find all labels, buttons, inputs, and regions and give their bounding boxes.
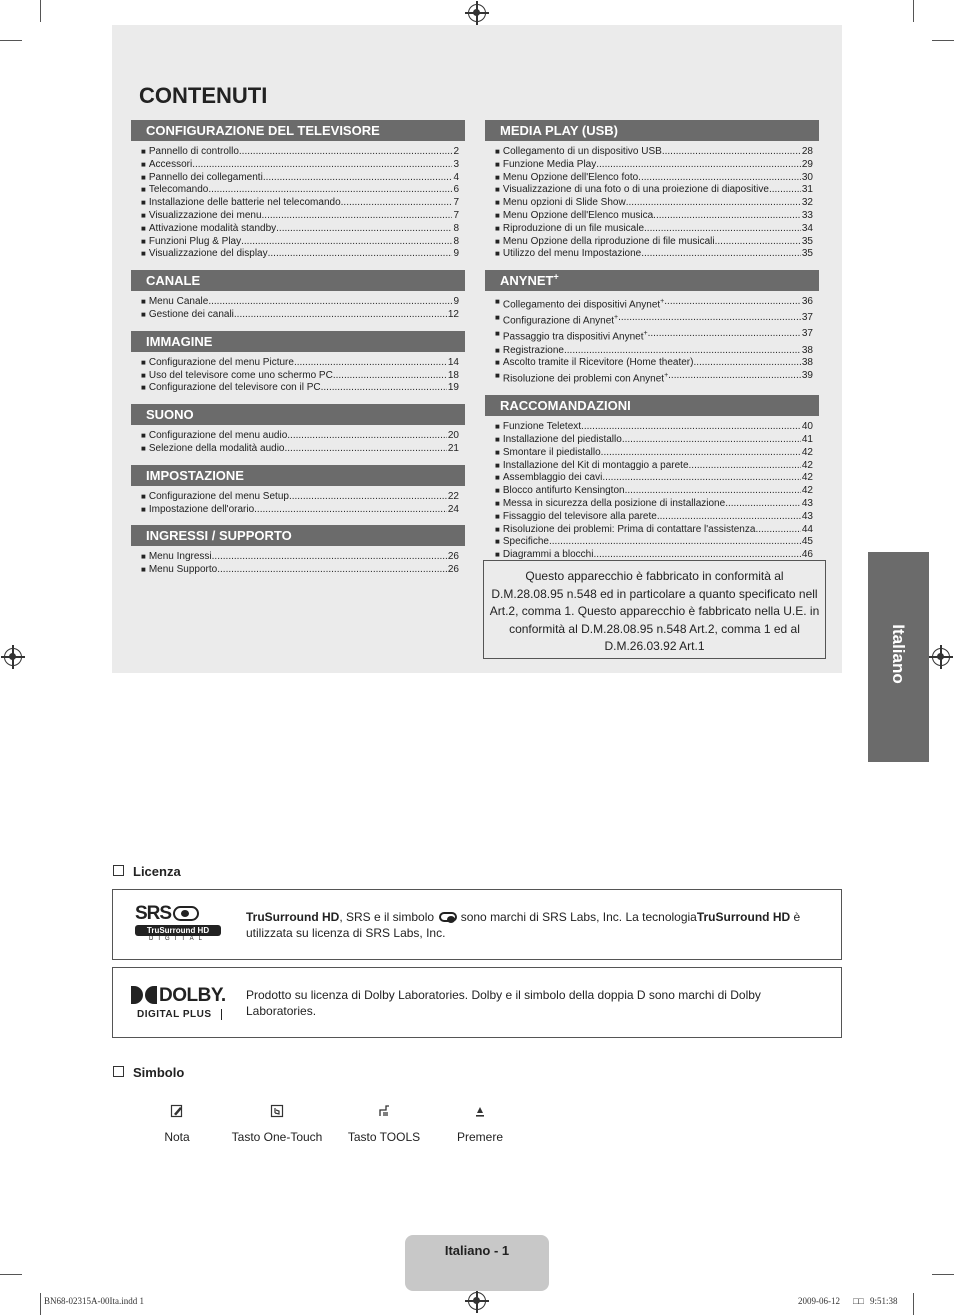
- toc-entry-page: 26: [447, 551, 459, 563]
- toc-left-column: [131, 120, 465, 586]
- toc-entry-label: Funzione Teletext: [502, 421, 582, 433]
- toc-entry-page: 41: [801, 434, 813, 446]
- toc-entry[interactable]: [131, 184, 465, 197]
- toc-entry-page: 44: [801, 523, 813, 535]
- square-bullet-icon: ■: [495, 236, 500, 246]
- square-bullet-icon: ■: [141, 383, 146, 393]
- toc-entry-page: 39: [801, 370, 813, 382]
- toc-entry-page: 9: [453, 296, 459, 308]
- toc-entry[interactable]: [485, 328, 819, 344]
- toc-entry-label: Messa in sicurezza della posizione di installazione: [502, 498, 726, 510]
- toc-entry[interactable]: [485, 485, 819, 498]
- symbol-tools-label: Tasto TOOLS: [347, 1130, 421, 1144]
- dolby-logo-sub: DIGITAL PLUS: [131, 1009, 222, 1020]
- toc-entry-label: Menu Opzione della riproduzione di file musicali: [502, 235, 715, 247]
- licenza-heading-text: Licenza: [133, 864, 181, 879]
- note-icon: [170, 1104, 184, 1118]
- toc-entry[interactable]: [131, 223, 465, 236]
- square-bullet-icon: ■: [141, 565, 146, 575]
- square-bullet-icon: ■: [141, 172, 146, 182]
- square-bullet-icon: ■: [141, 249, 146, 259]
- toc-entry[interactable]: [485, 172, 819, 185]
- toc-entry-label: Passaggio tra dispositivi Anynet+: [502, 330, 648, 343]
- toc-entry[interactable]: [131, 382, 465, 395]
- toc-entry-page: 28: [801, 146, 813, 157]
- toc-entry[interactable]: [131, 248, 465, 261]
- square-bullet-icon: ■: [495, 249, 500, 259]
- dot-leader: [626, 197, 801, 210]
- toc-entry[interactable]: [485, 511, 819, 524]
- toc-entry-label: Configurazione del menu Setup: [148, 490, 289, 502]
- toc-entry-label: Visualizzazione di una foto o di una proiezione di diapositive: [502, 184, 769, 196]
- toc-entry-page: 9: [453, 248, 459, 260]
- toc-entry[interactable]: [485, 345, 819, 358]
- toc-entry-label: Fissaggio del televisore alla parete: [502, 510, 657, 522]
- toc-entry-page: 3: [453, 158, 459, 170]
- square-bullet-icon: ■: [495, 223, 500, 233]
- registration-mark-left: [4, 648, 22, 666]
- square-bullet-icon: ■: [495, 172, 500, 182]
- toc-entry-page: 31: [801, 184, 813, 196]
- toc-entry-label: Registrazione: [502, 344, 564, 356]
- toc-section: [485, 270, 819, 386]
- toc-entry-label: Telecomando: [148, 184, 209, 196]
- square-bullet-icon: ■: [495, 447, 500, 457]
- dot-leader: [693, 357, 800, 370]
- square-bullet-icon: ■: [141, 198, 146, 208]
- toc-entry-label: Impostazione dell'orario: [148, 503, 255, 515]
- toc-entry-page: 7: [453, 209, 459, 221]
- toc-entry-label: Configurazione del televisore con il PC: [148, 382, 321, 394]
- square-bullet-icon: ■: [141, 370, 146, 380]
- toc-entry-label: Configurazione del menu audio: [148, 430, 288, 442]
- dot-leader: [638, 172, 801, 185]
- toc-entry-page: 6: [453, 184, 459, 196]
- page-number: Italiano - 1: [444, 1243, 510, 1258]
- checkbox-icon: [113, 865, 124, 876]
- toc-entry-label: Menu Opzione dell'Elenco foto: [502, 171, 639, 183]
- square-bullet-icon: ■: [495, 185, 500, 195]
- dot-leader: [254, 504, 447, 517]
- square-bullet-icon: ■: [495, 159, 500, 169]
- toc-section-heading: CANALE: [131, 270, 465, 291]
- square-bullet-icon: ■: [141, 552, 146, 562]
- toc-entry[interactable]: [131, 210, 465, 223]
- square-bullet-icon: ■: [495, 329, 500, 339]
- toc-entry-label: Pannello di controllo: [148, 146, 239, 157]
- toc-entry[interactable]: [485, 236, 819, 249]
- press-icon: [473, 1104, 487, 1118]
- toc-section-heading: ANYNET+: [485, 270, 819, 291]
- toc-section: [131, 331, 465, 395]
- square-bullet-icon: ■: [495, 499, 500, 509]
- toc-entry[interactable]: [485, 421, 819, 434]
- dot-leader: [333, 370, 447, 383]
- footer-time: 9:51:38: [870, 1296, 898, 1306]
- toc-entry-label: Diagrammi a blocchi: [502, 549, 594, 561]
- square-bullet-icon: ■: [495, 537, 500, 547]
- toc-section-heading: IMPOSTAZIONE: [131, 465, 465, 486]
- square-bullet-icon: ■: [495, 473, 500, 483]
- toc-entry[interactable]: [131, 370, 465, 383]
- dolby-logo: [131, 985, 227, 1023]
- dot-leader: [239, 146, 453, 159]
- toc-entry[interactable]: [485, 159, 819, 172]
- footer-glyphs: □□: [853, 1296, 864, 1306]
- dot-leader: [648, 328, 801, 344]
- dot-leader: [268, 248, 453, 261]
- toc-entry[interactable]: [131, 357, 465, 370]
- toc-entry[interactable]: [485, 197, 819, 210]
- registration-mark-bottom: [468, 1292, 486, 1310]
- dot-leader: [625, 485, 801, 498]
- square-bullet-icon: ■: [495, 147, 500, 156]
- registration-mark-right: [932, 648, 950, 666]
- toc-entry-page: 26: [447, 564, 459, 576]
- dot-leader: [755, 524, 800, 537]
- dot-leader: [192, 159, 452, 172]
- symbol-premere-label: Premere: [456, 1130, 503, 1144]
- dot-leader: [602, 472, 801, 485]
- toc-entry-label: Specifiche: [502, 536, 549, 548]
- toc-entry[interactable]: [131, 236, 465, 249]
- toc-entry-page: 35: [801, 235, 813, 247]
- square-bullet-icon: ■: [141, 147, 146, 156]
- dot-leader: [581, 421, 801, 434]
- square-bullet-icon: ■: [141, 223, 146, 233]
- square-bullet-icon: ■: [141, 309, 146, 319]
- toc-section: [131, 120, 465, 261]
- toc-entry-page: 33: [801, 209, 813, 221]
- toc-section: [131, 525, 465, 577]
- toc-entry[interactable]: [131, 430, 465, 443]
- square-bullet-icon: ■: [495, 358, 500, 368]
- toc-right-column: [485, 120, 819, 571]
- square-bullet-icon: ■: [495, 422, 500, 432]
- toc-section-heading: RACCOMANDAZIONI: [485, 395, 819, 416]
- toc-entry-label: Menu Ingressi: [148, 551, 212, 563]
- dot-leader: [715, 236, 801, 249]
- symbol-premere: [450, 1104, 510, 1144]
- square-bullet-icon: ■: [141, 443, 146, 453]
- toc-entry-label: Installazione del piedistallo: [502, 434, 622, 446]
- toc-entry-page: 21: [447, 442, 459, 454]
- toc-entry-page: 24: [447, 503, 459, 515]
- toc-entry-page: 35: [801, 248, 813, 260]
- toc-entry-page: 14: [447, 356, 459, 368]
- toc-entry-label: Menu Canale: [148, 296, 209, 308]
- toc-entry[interactable]: [131, 443, 465, 456]
- simbolo-heading: [113, 1065, 184, 1080]
- toc-entry-page: 42: [801, 485, 813, 497]
- toc-entry[interactable]: [485, 312, 819, 328]
- toc-entry-page: 20: [447, 430, 459, 442]
- toc-entry[interactable]: [485, 460, 819, 473]
- dot-leader: [321, 382, 447, 395]
- toc-entry-label: Utilizzo del menu Impostazione: [502, 248, 642, 260]
- toc-entry[interactable]: [131, 172, 465, 185]
- dot-leader: [294, 357, 447, 370]
- toc-entry[interactable]: [131, 551, 465, 564]
- toc-entry-page: 43: [801, 510, 813, 522]
- toc-section: [485, 395, 819, 562]
- square-bullet-icon: ■: [141, 297, 146, 307]
- toc-entry-page: 22: [447, 490, 459, 502]
- srs-inline-symbol-icon: [439, 912, 457, 922]
- symbol-tools: [344, 1104, 424, 1144]
- toc-entry-label: Ascolto tramite il Ricevitore (Home theater): [502, 357, 694, 369]
- toc-entry-label: Blocco antifurto Kensington: [502, 485, 625, 497]
- toc-entry[interactable]: [131, 197, 465, 210]
- toc-entry-page: 40: [801, 421, 813, 433]
- tools-icon: [377, 1104, 391, 1118]
- dot-leader: [287, 430, 447, 443]
- toc-entry-label: Risoluzione dei problemi con Anynet+: [502, 372, 669, 385]
- toc-entry-page: 36: [801, 296, 813, 308]
- toc-entry-page: 38: [801, 344, 813, 356]
- toc-entry[interactable]: [131, 146, 465, 159]
- srs-logo-sub: DIGITAL: [149, 936, 207, 942]
- toc-entry-page: 42: [801, 472, 813, 484]
- toc-entry-label: Visualizzazione dei menu: [148, 209, 262, 221]
- footer-date: 2009-06-12: [798, 1296, 840, 1306]
- toc-section-heading: INGRESSI / SUPPORTO: [131, 525, 465, 546]
- toc-entry-label: Configurazione del menu Picture: [148, 356, 294, 368]
- square-bullet-icon: ■: [495, 371, 500, 381]
- dot-leader: [641, 248, 801, 261]
- toc-section: [131, 404, 465, 456]
- dot-leader: [262, 210, 453, 223]
- dolby-license-box: [112, 967, 842, 1038]
- toc-entry-page: 7: [453, 197, 459, 209]
- square-bullet-icon: ■: [495, 550, 500, 560]
- square-bullet-icon: ■: [141, 504, 146, 514]
- toc-entry-label: Configurazione di Anynet+: [502, 314, 619, 327]
- toc-section: [485, 120, 819, 261]
- square-bullet-icon: ■: [141, 431, 146, 441]
- dot-leader: [234, 309, 447, 322]
- square-bullet-icon: ■: [495, 297, 500, 307]
- toc-entry-label: Funzioni Plug & Play: [148, 235, 242, 247]
- toc-entry[interactable]: [485, 524, 819, 537]
- dot-leader: [549, 536, 801, 549]
- toc-entry-label: Installazione delle batterie nel telecomando: [148, 197, 341, 209]
- dot-leader: [212, 551, 447, 564]
- square-bullet-icon: ■: [141, 210, 146, 220]
- dot-leader: [289, 491, 447, 504]
- dot-leader: [564, 345, 801, 358]
- square-bullet-icon: ■: [141, 185, 146, 195]
- dot-leader: [622, 434, 801, 447]
- square-bullet-icon: ■: [141, 159, 146, 169]
- srs-logo-bar: TruSurround HD: [135, 925, 221, 936]
- toc-entry[interactable]: [485, 472, 819, 485]
- square-bullet-icon: ■: [495, 435, 500, 445]
- dot-leader: [241, 236, 452, 249]
- toc-entry-page: 4: [453, 171, 459, 183]
- page-title: CONTENUTI: [139, 83, 268, 108]
- dot-leader: [725, 498, 801, 511]
- dot-leader: [285, 443, 447, 456]
- toc-section-heading: SUONO: [131, 404, 465, 425]
- registration-mark-top: [468, 4, 486, 22]
- square-bullet-icon: ■: [495, 524, 500, 534]
- dot-leader: [596, 159, 801, 172]
- toc-entry[interactable]: [485, 248, 819, 261]
- toc-section: [131, 270, 465, 322]
- toc-section-heading: IMMAGINE: [131, 331, 465, 352]
- toc-entry-page: 30: [801, 171, 813, 183]
- toc-entry-page: 42: [801, 446, 813, 458]
- toc-entry-label: Smontare il piedistallo: [502, 446, 601, 458]
- toc-entry[interactable]: [131, 504, 465, 517]
- toc-entry-page: 45: [801, 536, 813, 548]
- dolby-license-text: Prodotto su licenza di Dolby Laboratories. Dolby e il simbolo della doppia D sono marchi di Dolby Laboratories.: [246, 988, 761, 1018]
- square-bullet-icon: ■: [495, 210, 500, 220]
- toc-entry-page: 37: [801, 312, 813, 324]
- toc-entry-page: 29: [801, 158, 813, 170]
- toc-entry[interactable]: [485, 357, 819, 370]
- toc-entry[interactable]: [485, 434, 819, 447]
- toc-entry-label: Menu Supporto: [148, 564, 218, 576]
- toc-entry-page: 19: [447, 382, 459, 394]
- dot-leader: [208, 184, 452, 197]
- toc-section-heading: MEDIA PLAY (USB): [485, 120, 819, 141]
- toc-entry-label: Attivazione modalità standby: [148, 222, 277, 234]
- toc-entry-label: Selezione della modalità audio: [148, 442, 285, 454]
- toc-entry-label: Menu Opzione dell'Elenco musica: [502, 209, 654, 221]
- toc-entry-label: Visualizzazione del display: [148, 248, 268, 260]
- dot-leader: [668, 370, 801, 386]
- toc-entry-page: 37: [801, 328, 813, 340]
- srs-symbol-icon: [173, 906, 199, 921]
- toc-entry[interactable]: [485, 370, 819, 386]
- toc-entry-label: Funzione Media Play: [502, 158, 597, 170]
- toc-entry-page: 46: [801, 549, 813, 561]
- toc-entry-label: Gestione dei canali: [148, 308, 234, 320]
- toc-entry-page: 42: [801, 459, 813, 471]
- toc-entry-page: 12: [447, 308, 459, 320]
- square-bullet-icon: ■: [141, 491, 146, 501]
- square-bullet-icon: ■: [495, 511, 500, 521]
- square-bullet-icon: ■: [495, 345, 500, 355]
- toc-entry[interactable]: [485, 536, 819, 549]
- toc-entry-page: 18: [447, 369, 459, 381]
- toc-entry-label: Pannello dei collegamenti: [148, 171, 263, 183]
- toc-entry-page: 34: [801, 222, 813, 234]
- dot-leader: [644, 223, 801, 236]
- toc-entry-page: 8: [453, 235, 459, 247]
- dot-leader: [217, 564, 447, 577]
- licenza-heading: [113, 864, 181, 879]
- toc-entry[interactable]: [131, 309, 465, 322]
- toc-entry-page: 2: [453, 146, 459, 157]
- square-bullet-icon: ■: [141, 357, 146, 367]
- srs-logo-word: SRS: [135, 903, 172, 924]
- toc-entry[interactable]: [485, 447, 819, 460]
- square-bullet-icon: ■: [495, 486, 500, 496]
- square-bullet-icon: ■: [495, 198, 500, 208]
- toc-entry-page: 43: [801, 498, 813, 510]
- toc-entry-label: Riproduzione di un file musicale: [502, 222, 645, 234]
- toc-entry[interactable]: [485, 210, 819, 223]
- srs-logo: [135, 904, 225, 946]
- toc-entry[interactable]: [131, 564, 465, 577]
- dot-leader: [657, 511, 801, 524]
- dot-leader: [664, 296, 801, 312]
- compliance-notice: Questo apparecchio è fabbricato in conformità al D.M.28.08.95 n.548 ed in particolare a quanto specificato nell Art.2, comma 1. Questo apparecchio è fabbricato nella U.E. in conformità al D.M.28.08.95 n.548 Art.2, comma 1 ed al D.M.26.03.92 Art.1: [483, 560, 826, 659]
- dot-leader: [263, 172, 453, 185]
- language-side-tab-label: Italiano: [889, 624, 908, 684]
- dot-leader: [653, 210, 801, 223]
- checkbox-icon: [113, 1066, 124, 1077]
- toc-entry-label: Uso del televisore come uno schermo PC: [148, 369, 333, 381]
- square-bullet-icon: ■: [495, 460, 500, 470]
- symbol-one-touch-label: Tasto One-Touch: [231, 1130, 323, 1144]
- toc-entry-label: Risoluzione dei problemi: Prima di contattare l'assistenza: [502, 523, 756, 535]
- dot-leader: [208, 296, 452, 309]
- toc-section: [131, 465, 465, 517]
- dot-leader: [689, 460, 801, 473]
- symbol-one-touch: [228, 1104, 326, 1144]
- toc-entry[interactable]: [485, 184, 819, 197]
- toc-entry-label: Menu opzioni di Slide Show: [502, 197, 626, 209]
- dolby-logo-word: DOLBY.: [159, 985, 226, 1006]
- toc-entry-label: Accessori: [148, 158, 193, 170]
- double-d-icon: [131, 986, 159, 1004]
- square-bullet-icon: ■: [495, 313, 500, 323]
- symbol-nota-label: Nota: [164, 1130, 190, 1144]
- toc-entry-label: Collegamento di un dispositivo USB: [502, 146, 662, 157]
- toc-entry[interactable]: [485, 296, 819, 312]
- toc-entry-label: Collegamento dei dispositivi Anynet+: [502, 298, 665, 311]
- dot-leader: [601, 447, 801, 460]
- square-bullet-icon: ■: [141, 236, 146, 246]
- dot-leader: [769, 184, 801, 197]
- dot-leader: [276, 223, 452, 236]
- toc-entry[interactable]: [485, 498, 819, 511]
- simbolo-heading-text: Simbolo: [133, 1065, 185, 1080]
- srs-license-box: [112, 889, 842, 960]
- toc-entry[interactable]: [485, 146, 819, 159]
- footer-filename: BN68-02315A-00Ita.indd 1: [44, 1296, 144, 1306]
- toc-entry[interactable]: [131, 296, 465, 309]
- toc-entry-page: 8: [453, 222, 459, 234]
- toc-entry-page: 32: [801, 197, 813, 209]
- dot-leader: [662, 146, 801, 159]
- dot-leader: [341, 197, 453, 210]
- srs-license-text: TruSurround HD, SRS e il simbolo sono marchi di SRS Labs, Inc. La tecnologiaTruSurround HD è utilizzata su licenza di SRS Labs, Inc.: [246, 910, 801, 940]
- toc-entry[interactable]: [131, 491, 465, 504]
- toc-entry[interactable]: [131, 159, 465, 172]
- one-touch-icon: [270, 1104, 284, 1118]
- toc-entry-page: 38: [801, 357, 813, 369]
- dot-leader: [618, 312, 801, 328]
- toc-entry[interactable]: [485, 223, 819, 236]
- toc-entry-label: Installazione del Kit di montaggio a parete: [502, 459, 689, 471]
- toc-entry-label: Assemblaggio dei cavi: [502, 472, 603, 484]
- symbol-nota: [147, 1104, 207, 1144]
- toc-section-heading: CONFIGURAZIONE DEL TELEVISORE: [131, 120, 465, 141]
